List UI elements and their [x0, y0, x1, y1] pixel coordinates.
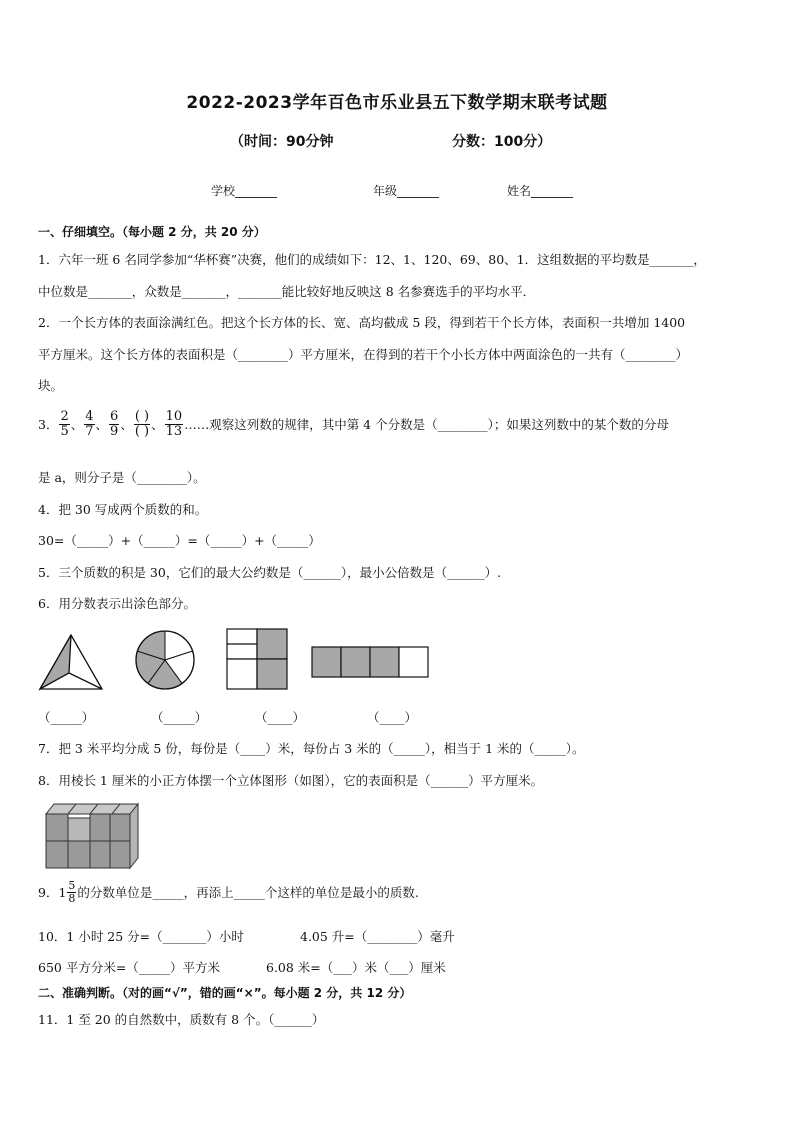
section-heading-2: 二、准确判断。（对的画“√”，错的画“×”。每小题 2 分，共 12 分） [38, 986, 412, 1000]
circle-figure [132, 628, 198, 692]
separator: 、 [151, 417, 164, 433]
q9-prefix: 9．1 [38, 885, 67, 901]
school-field: 学校_______ [211, 184, 278, 198]
q6-line1: 6．用分数表示出涂色部分。 [38, 596, 196, 611]
triangle-figure [38, 633, 104, 691]
grade-field: 年级_______ [373, 184, 440, 198]
q7-line1: 7．把 3 米平均分成 5 份，每份是（____）米，每份占 3 米的（_____），相当于 1 米的（_____）。 [38, 741, 585, 756]
q8-line1: 8．用棱长 1 厘米的小正方体摆一个立体图形（如图），它的表面积是（______）平方厘米。 [38, 773, 544, 788]
q3-line2: 是 a，则分子是（________）。 [38, 470, 206, 485]
q3-suffix: ……观察这列数的规律，其中第 4 个分数是（________）；如果这列数中的某个数的分母 [184, 417, 669, 433]
fraction: $\frac{6}{9}$ [110, 409, 119, 439]
q6-answer-1: （_____） [38, 710, 95, 725]
q10-part-a: 10．1 小时 25 分=（_______）小时 [38, 929, 244, 944]
name-field: 姓名_______ [507, 184, 574, 198]
fraction: $\frac{2}{5}$ [60, 409, 69, 439]
q9-line1 [38, 880, 419, 904]
separator: 、 [95, 417, 109, 433]
q3-line1 [38, 410, 669, 438]
fraction: $\frac{10}{13}$ [165, 409, 183, 439]
q9-suffix: 的分数单位是_____，再添上_____个这样的单位是最小的质数. [77, 885, 419, 901]
page-title: 2022-2023学年百色市乐业县五下数学期末联考试题 [186, 93, 608, 113]
q6-answer-3: （____） [255, 710, 306, 725]
q10-part-c: 650 平方分米=（_____）平方米 [38, 960, 221, 975]
separator: 、 [120, 417, 133, 433]
bar-figure [311, 646, 429, 678]
q5-line1: 5．三个质数的积是 30，它们的最大公约数是（______），最小公倍数是（______）. [38, 565, 502, 580]
q4-line2: 30=（_____）+（_____）=（_____）+（_____） [38, 533, 321, 548]
exam-time: （时间：90分钟 [230, 134, 334, 150]
section-heading-1: 一、仔细填空。（每小题 2 分，共 20 分） [38, 225, 266, 239]
exam-score: 分数：100分） [452, 134, 552, 150]
q1-line2: 中位数是_______，众数是_______，_______能比较好地反映这 8 名参赛选手的平均水平． [38, 284, 536, 299]
q3-prefix: 3． [38, 417, 59, 433]
q2-line3: 块。 [38, 378, 64, 393]
q2-line2: 平方厘米。这个长方体的表面积是（________）平方厘米，在得到的若干个小长方体中两面涂色的一共有（________） [38, 347, 689, 362]
q11-line1: 11．1 至 20 的自然数中，质数有 8 个。（______） [38, 1012, 325, 1027]
fraction-blank: $\frac{( )}{( )}$ [134, 409, 150, 439]
q6-answer-4: （____） [367, 710, 418, 725]
q10-part-d: 6.08 米=（___）米（___）厘米 [266, 960, 446, 975]
square-grid-figure [226, 628, 288, 690]
q10-part-b: 4.05 升=（________）毫升 [300, 929, 455, 944]
q1-line1: 1．六年一班 6 名同学参加“华杯赛”决赛，他们的成绩如下：12、1、120、69、80、1．这组数据的平均数是_______， [38, 252, 706, 267]
q4-line1: 4．把 30 写成两个质数的和。 [38, 502, 208, 517]
fraction: $\frac{4}{7}$ [85, 409, 94, 439]
q2-line1: 2．一个长方体的表面涂满红色。把这个长方体的长、宽、高均截成 5 段，得到若干个长方体，表面积一共增加 1400 [38, 315, 686, 330]
cube-stack-figure [42, 802, 142, 872]
mixed-fraction: $\frac{5}{8}$ [68, 879, 76, 905]
separator: 、 [70, 417, 84, 433]
q6-answer-2: （_____） [151, 710, 208, 725]
